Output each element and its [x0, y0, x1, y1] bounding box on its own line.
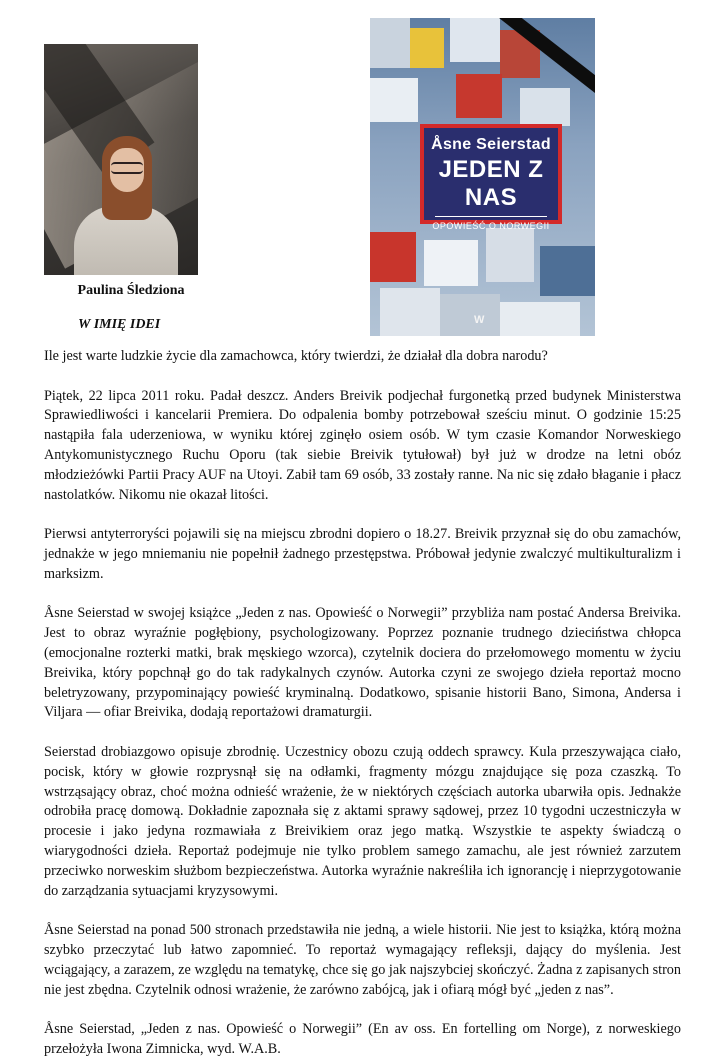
book-cover: [370, 18, 595, 336]
article-heading: W IMIĘ IDEI: [78, 317, 161, 332]
publisher-logo: W: [474, 314, 485, 326]
article-paragraph: Ile jest warte ludzkie życie dla zamachowca, który twierdzi, że działał dla dobra narodu?: [44, 348, 548, 364]
photo-caption: Paulina Śledziona: [77, 283, 185, 298]
article-paragraph: Pierwsi antyterroryści pojawili się na miejscu zbrodni dopiero o 18.27. Breivik przyznał się do obu zamachów, jednakże w jego mniemaniu nie popełnił żadnego przestępstwa. Próbował jedynie zwalczyć multikulturalizm i marksizm.: [44, 526, 681, 582]
article-paragraph: Åsne Seierstad na ponad 500 stronach przedstawiła nie jedną, a wiele historii. Nie jest to książka, którą można szybko przeczytać lub łatwo zapomnieć. To reportaż wymagający refleksji, dający do myślenia. Jest wciągający, a zarazem, ze względu na tematykę, chce się go jak najszybciej skończyć. Żadna z zapisanych stron nie jest zbędna. Czytelnik odnosi wrażenie, że zarówno zabójcą, jak i ofiarą mógł być „jeden z nas”.: [44, 922, 681, 998]
article-paragraph: Åsne Seierstad, „Jeden z nas. Opowieść o Norwegii” (En av oss. En fortelling om Norge), z norweskiego przełożyła Iwona Zimnicka, wyd. W.A.B.: [44, 1021, 681, 1057]
cover-title-box: [420, 124, 562, 231]
article-body: [44, 347, 681, 1060]
cover-title-rule: [435, 216, 547, 217]
cover-author: Åsne Seierstad: [431, 136, 551, 153]
photo-person-glasses: [111, 162, 143, 174]
cover-subtitle: OPOWIEŚĆ O NORWEGII: [432, 221, 550, 231]
article-paragraph: Åsne Seierstad w swojej książce „Jeden z nas. Opowieść o Norwegii” przybliża nam postać Andersa Breivika. Jest to obraz wyraźnie pogłębiony, psychologizowany. Poprzez poznanie trudnego dzieciństwa chłopca (emocjonalne rozterki matki, brak męskiego wzorca), czytelnik dociera do przełomowego momentu w życiu Breivika, który popchnął go do tak radykalnych czynów. Autorka czyni ze swojego dzieła reportaż mocno beletryzowany, przypominający powieść kryminalną. Dodatkowo, spisanie historii Bano, Simona, Andersa i Viljara — ofiar Breivika, dodają reportażowi dramaturgii.: [44, 605, 681, 721]
article-paragraph: Seierstad drobiazgowo opisuje zbrodnię. Uczestnicy obozu czują oddech sprawcy. Kula przeszywająca ciało, pocisk, który w głowie rozprysnął się na odłamki, fragmenty mózgu znajdujące się poza czaszką. To wstrząsający obraz, choć można odnieść wrażenie, że w niektórych częściach autorka ubarwiła opis. Jednakże odrobiła pracę domową. Dokładnie zapoznała się z aktami sprawy sądowej, przez 10 tygodni uczestniczyła w procesie i jako jedyna rozmawiała z Breivikiem oraz jego matką. Wszystkie te aspekty świadczą o wiarygodności dzieła. Reportaż podejmuje nie tylko problem samego zamachu, ale jest również zarzutem przeciwko norweskim służbom bezpieczeństwa. Autorka wyraźnie nakreśliła ich ignorancję i nieprzygotowanie do zarządzania sytuacjami kryzysowymi.: [44, 743, 681, 899]
cover-title: JEDEN Z NAS: [438, 156, 544, 211]
author-photo: [44, 44, 198, 275]
article-paragraph: Piątek, 22 lipca 2011 roku. Padał deszcz. Anders Breivik podjechał furgonetką przed budynek Ministerstwa Sprawiedliwości i kancelarii Premiera. Do odpalenia bomby potrzebował sześciu minut. O godzinie 15:25 nastąpiła fala uderzeniowa, w wyniku której zginęło osiem osób. W tym czasie Komandor Norweskiego Antykomunistycznego Ruchu Oporu (tak siebie Breivik tytułował) był już w drodze na letni obóz młodzieżówki Partii Pracy AUF na Utoyi. Zabił tam 69 osób, 33 zostały ranne. Na nic się zdało błaganie i płacz nastolatków. Nikomu nie okazał litości.: [44, 387, 681, 503]
